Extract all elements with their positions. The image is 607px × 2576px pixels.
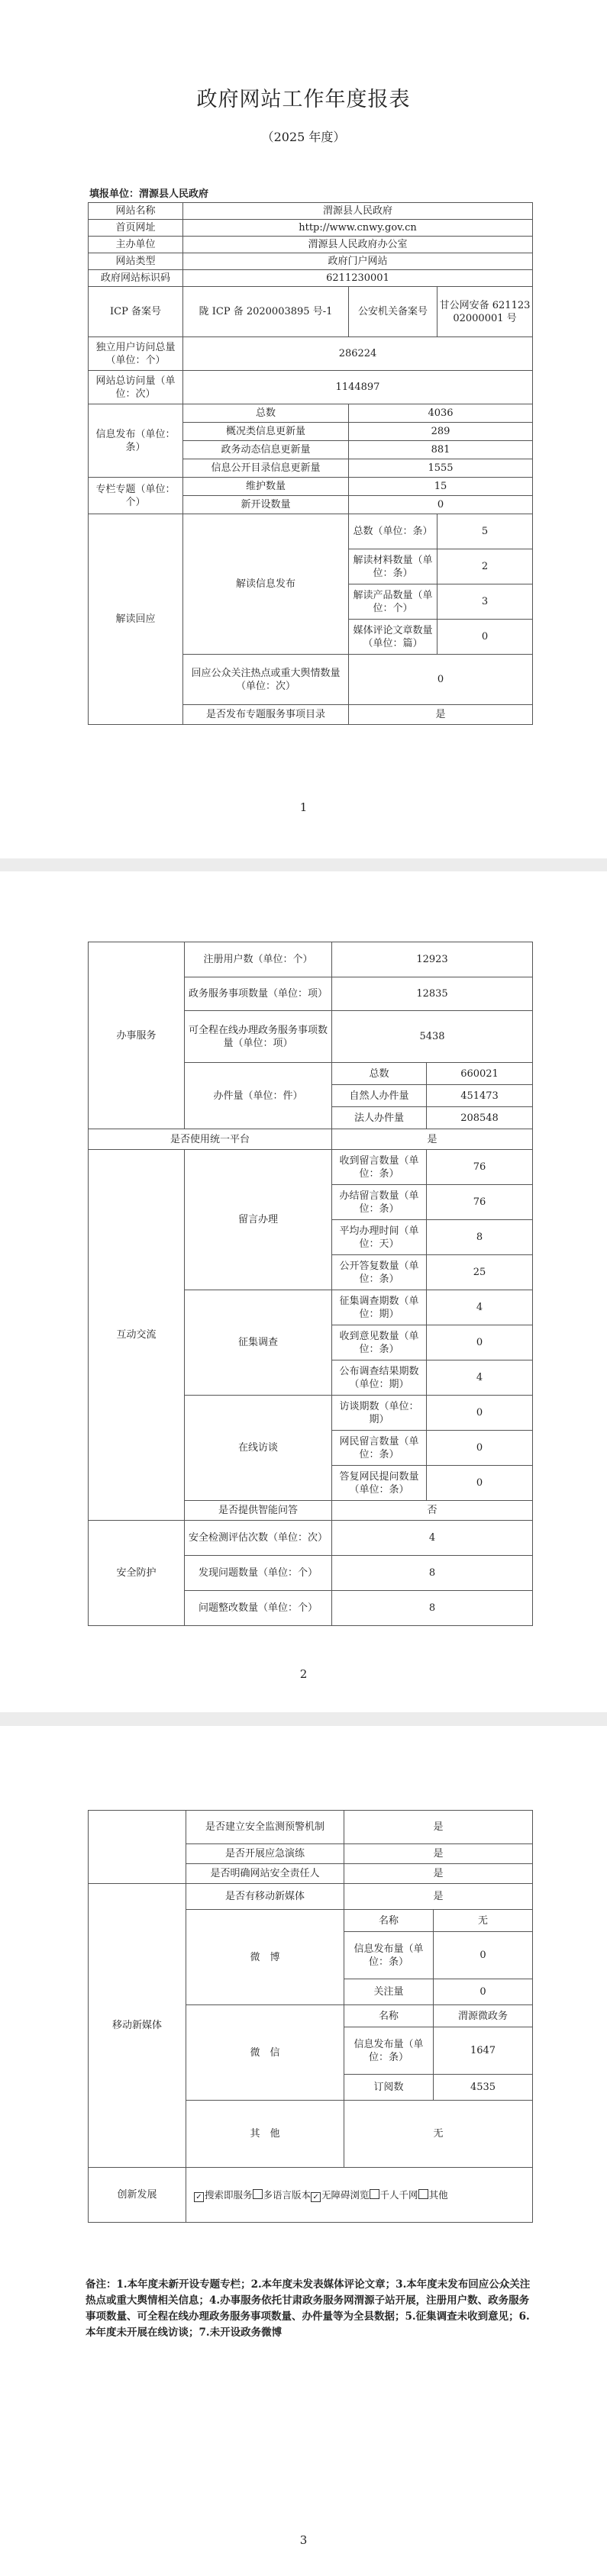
survey-count-value: 4 [427, 1290, 533, 1325]
hot-response-label: 回应公众关注热点或重大舆情数量（单位：次） [183, 655, 349, 705]
interp-material-value: 2 [437, 549, 533, 584]
response-label: 解读回应 [89, 514, 183, 725]
interview-label: 在线访谈 [185, 1396, 332, 1501]
weibo-info-value: 0 [434, 1932, 533, 1979]
innovation-option[interactable]: 千人千网 [370, 2189, 418, 2201]
page-views-label: 网站总访问量（单位：次） [89, 371, 183, 404]
new-media-label: 移动新媒体 [89, 1884, 186, 2168]
hot-response-value: 0 [349, 655, 533, 705]
unique-visitors-value: 286224 [183, 337, 533, 371]
unified-platform-value: 是 [332, 1129, 533, 1150]
registered-users-value: 12923 [332, 942, 533, 977]
info-release-label: 信息发布（单位：条） [89, 404, 183, 478]
site-code-value: 6211230001 [183, 270, 533, 287]
msg-done-label: 办结留言数量（单位：条） [332, 1185, 427, 1220]
weibo-follow-value: 0 [434, 1979, 533, 2005]
wechat-info-value: 1647 [434, 2027, 533, 2075]
cases-legal-label: 法人办件量 [332, 1107, 427, 1129]
survey-result-value: 4 [427, 1360, 533, 1396]
msg-public-value: 25 [427, 1255, 533, 1290]
interaction-label: 互动交流 [89, 1150, 185, 1521]
cases-total-value: 660021 [427, 1063, 533, 1085]
unique-visitors-label: 独立用户访问总量（单位：个） [89, 337, 183, 371]
interview-count-value: 0 [427, 1396, 533, 1431]
online-items-label: 可全程在线办理政务服务事项数量（单位：项） [185, 1011, 332, 1063]
report-table-page-3 [88, 1810, 533, 2223]
report-table-page-2 [88, 942, 533, 1626]
page-number: 3 [299, 2533, 308, 2547]
interp-media-label: 媒体评论文章数量（单位：篇） [349, 620, 437, 655]
smart-qa-value: 否 [332, 1501, 533, 1521]
problems-fixed-value: 8 [332, 1591, 533, 1626]
wechat-sub-label: 订阅数 [344, 2075, 434, 2101]
police-record-value: 甘公网安备 62112302000001 号 [437, 287, 533, 337]
other-media-label: 其 他 [186, 2101, 344, 2168]
home-url-label: 首页网址 [89, 220, 183, 237]
msg-public-label: 公开答复数量（单位：条） [332, 1255, 427, 1290]
wechat-sub-value: 4535 [434, 2075, 533, 2101]
responsible-person-value: 是 [344, 1864, 533, 1884]
security-continued-cell [89, 1811, 186, 1884]
report-table-page-1 [88, 202, 533, 725]
document-title: 政府网站工作年度报表 [196, 88, 411, 111]
smart-qa-label: 是否提供智能问答 [185, 1501, 332, 1521]
interview-questions-label: 网民留言数量（单位：条） [332, 1431, 427, 1466]
security-label: 安全防护 [89, 1521, 185, 1626]
column-maintain-label: 维护数量 [183, 478, 349, 496]
has-media-value: 是 [344, 1884, 533, 1910]
survey-opinion-value: 0 [427, 1325, 533, 1360]
problems-found-label: 发现问题数量（单位：个） [185, 1556, 332, 1591]
monitor-value: 是 [344, 1811, 533, 1844]
checkbox-icon[interactable] [370, 2189, 379, 2199]
cases-legal-value: 208548 [427, 1107, 533, 1129]
interpretation-label: 解读信息发布 [183, 514, 349, 655]
weibo-label: 微 博 [186, 1910, 344, 2005]
info-open-label: 信息公开目录信息更新量 [183, 459, 349, 478]
wechat-name-value: 渭源微政务 [434, 2005, 533, 2027]
unified-platform-label: 是否使用统一平台 [89, 1129, 332, 1150]
cases-person-value: 451473 [427, 1085, 533, 1107]
info-news-label: 政务动态信息更新量 [183, 441, 349, 459]
site-name-value: 渭源县人民政府 [183, 203, 533, 220]
responsible-person-label: 是否明确网站安全责任人 [186, 1864, 344, 1884]
msg-time-value: 8 [427, 1220, 533, 1255]
interp-product-value: 3 [437, 584, 533, 620]
checkbox-checked-icon[interactable]: ✓ [194, 2192, 204, 2202]
police-record-label: 公安机关备案号 [349, 287, 437, 337]
page-views-value: 1144897 [183, 371, 533, 404]
site-type-value: 政府门户网站 [183, 253, 533, 270]
interview-questions-value: 0 [427, 1431, 533, 1466]
wechat-name-label: 名称 [344, 2005, 434, 2027]
sponsor-label: 主办单位 [89, 237, 183, 253]
survey-result-label: 公布调查结果期数（单位：期） [332, 1360, 427, 1396]
drill-label: 是否开展应急演练 [186, 1844, 344, 1864]
remarks: 备注：1.本年度未新开设专题专栏；2.本年度未发表媒体评论文章；3.本年度未发布回应公众关注热点或重大舆情相关信息；4.办事服务依托甘肃政务服务网渭源子站开展，注册用户数、政务服务事项数量、可全程在线办理政务服务事项数量、办件量等为全县数据；5.征集调查未收到意见；6.本年度未开展在线访谈；7.未开设政务微博 [86, 2278, 531, 2339]
survey-opinion-label: 收到意见数量（单位：条） [332, 1325, 427, 1360]
release-catalog-label: 是否发布专题服务事项目录 [183, 705, 349, 725]
interp-total-label: 总数（单位：条） [349, 514, 437, 549]
page-3 [0, 1726, 607, 2576]
cases-total-label: 总数 [332, 1063, 427, 1085]
security-check-label: 安全检测评估次数（单位：次） [185, 1521, 332, 1556]
checkbox-checked-icon[interactable]: ✓ [311, 2192, 321, 2202]
interview-answers-label: 答复网民提问数量（单位：条） [332, 1466, 427, 1501]
info-open-value: 1555 [349, 459, 533, 478]
sponsor-value: 渭源县人民政府办公室 [183, 237, 533, 253]
interp-total-value: 5 [437, 514, 533, 549]
msg-received-value: 76 [427, 1150, 533, 1185]
cases-label: 办件量（单位：件） [185, 1063, 332, 1129]
weibo-follow-label: 关注量 [344, 1979, 434, 2005]
innovation-option[interactable]: ✓ 搜索即服务 [194, 2189, 253, 2201]
msg-received-label: 收到留言数量（单位：条） [332, 1150, 427, 1185]
innovation-label: 创新发展 [89, 2168, 186, 2223]
weibo-name-value: 无 [434, 1910, 533, 1932]
release-catalog-value: 是 [349, 705, 533, 725]
innovation-option[interactable]: 其他 [418, 2189, 448, 2201]
wechat-label: 微 信 [186, 2005, 344, 2101]
info-news-value: 881 [349, 441, 533, 459]
interview-answers-value: 0 [427, 1466, 533, 1501]
survey-count-label: 征集调查期数（单位：期） [332, 1290, 427, 1325]
interview-count-label: 访谈期数（单位：期） [332, 1396, 427, 1431]
checkbox-icon[interactable] [418, 2189, 428, 2199]
drill-value: 是 [344, 1844, 533, 1864]
monitor-label: 是否建立安全监测预警机制 [186, 1811, 344, 1844]
info-overview-value: 289 [349, 423, 533, 441]
info-overview-label: 概况类信息更新量 [183, 423, 349, 441]
checkbox-icon[interactable] [253, 2189, 263, 2199]
site-name-label: 网站名称 [89, 203, 183, 220]
site-type-label: 网站类型 [89, 253, 183, 270]
weibo-info-label: 信息发布量（单位：条） [344, 1932, 434, 1979]
problems-found-value: 8 [332, 1556, 533, 1591]
column-new-label: 新开设数量 [183, 496, 349, 514]
page-1 [0, 0, 607, 858]
survey-label: 征集调查 [185, 1290, 332, 1396]
service-label: 办事服务 [89, 942, 185, 1129]
column-new-value: 0 [349, 496, 533, 514]
service-items-label: 政务服务事项数量（单位：项） [185, 977, 332, 1011]
page-number: 1 [299, 800, 308, 814]
home-url-value: http://www.cnwy.gov.cn [183, 220, 533, 237]
interp-material-label: 解读材料数量（单位：条） [349, 549, 437, 584]
has-media-label: 是否有移动新媒体 [186, 1884, 344, 1910]
problems-fixed-label: 问题整改数量（单位：个） [185, 1591, 332, 1626]
report-year: （2025 年度） [261, 130, 346, 144]
interp-product-label: 解读产品数量（单位：个） [349, 584, 437, 620]
msg-time-label: 平均办理时间（单位：天） [332, 1220, 427, 1255]
info-total-label: 总数 [183, 404, 349, 423]
interp-media-value: 0 [437, 620, 533, 655]
page-2 [0, 871, 607, 1712]
messages-label: 留言办理 [185, 1150, 332, 1290]
reporting-unit: 填报单位：渭源县人民政府 [89, 188, 209, 200]
other-media-value: 无 [344, 2101, 533, 2168]
column-topics-label: 专栏专题（单位：个） [89, 478, 183, 514]
column-maintain-value: 15 [349, 478, 533, 496]
info-total-value: 4036 [349, 404, 533, 423]
online-items-value: 5438 [332, 1011, 533, 1063]
innovation-options [186, 2168, 533, 2223]
cases-person-label: 自然人办件量 [332, 1085, 427, 1107]
innovation-option[interactable]: 多语言版本 [253, 2189, 312, 2201]
page-number: 2 [299, 1667, 308, 1681]
site-code-label: 政府网站标识码 [89, 270, 183, 287]
security-check-value: 4 [332, 1521, 533, 1556]
innovation-option[interactable]: ✓ 无障碍浏览 [311, 2189, 370, 2201]
icp-value: 陇 ICP 备 2020003895 号-1 [183, 287, 349, 337]
weibo-name-label: 名称 [344, 1910, 434, 1932]
icp-label: ICP 备案号 [89, 287, 183, 337]
registered-users-label: 注册用户数（单位：个） [185, 942, 332, 977]
wechat-info-label: 信息发布量（单位：条） [344, 2027, 434, 2075]
msg-done-value: 76 [427, 1185, 533, 1220]
service-items-value: 12835 [332, 977, 533, 1011]
